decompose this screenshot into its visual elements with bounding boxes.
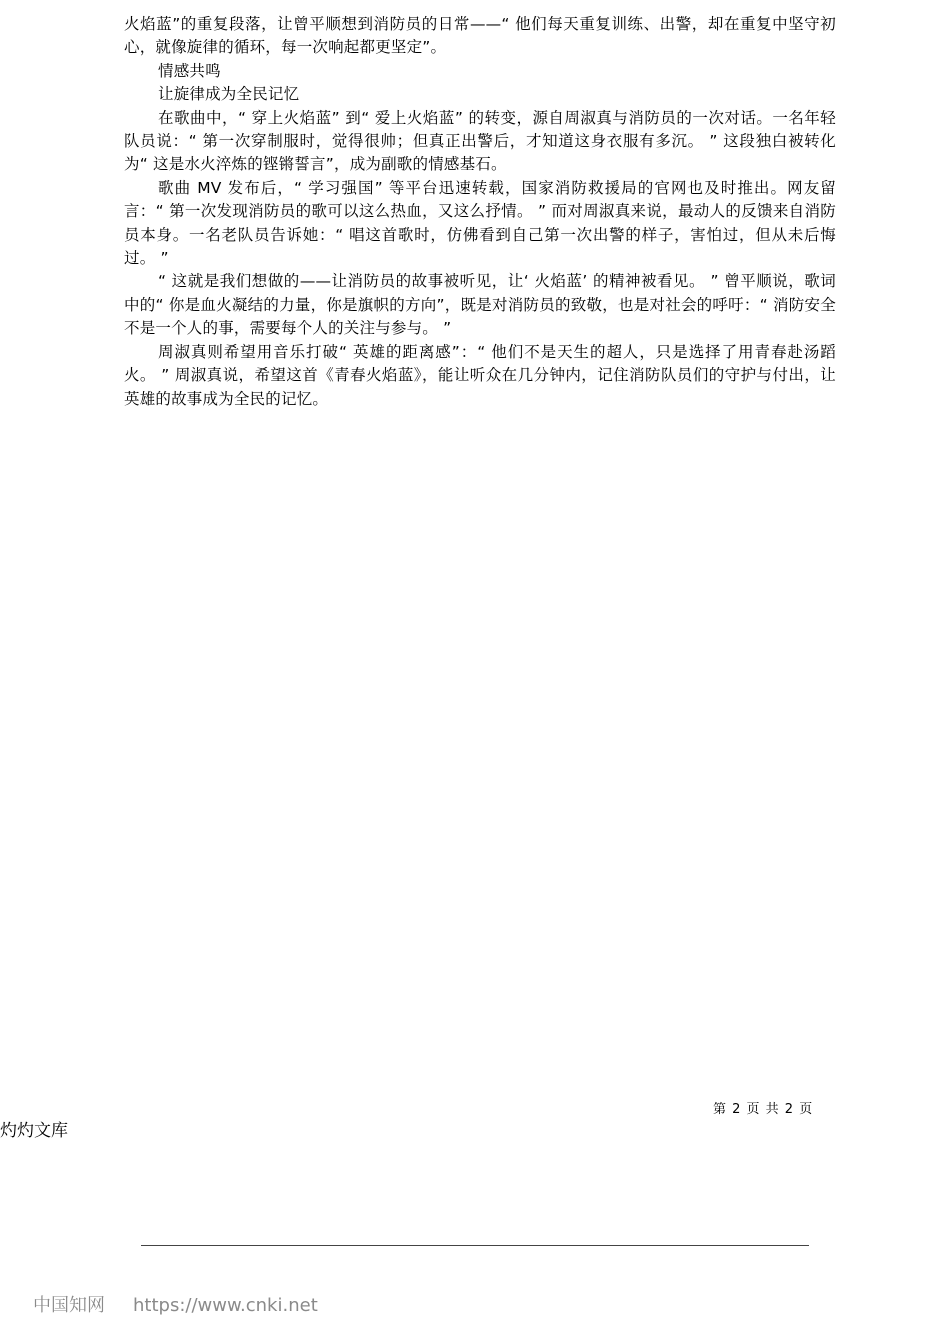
paragraph-mv-release: 歌曲 MV 发布后，“ 学习强国” 等平台迅速转载，国家消防救援局的官网也及时推出。网友留言：“ 第一次发现消防员的歌可以这么热血，又这么抒情。 ” 而对周淑真来说，最动人的反馈来自消防员本身。一名老队员告诉她：“ 唱这首歌时，仿佛看到自己第一次出警的样子，害怕过，但从未后悔过。 ” bbox=[124, 178, 836, 268]
document-body bbox=[124, 13, 836, 411]
site-name: 灼灼文库 bbox=[0, 1121, 68, 1141]
page-number: 第 2 页 共 2 页 bbox=[713, 1102, 814, 1117]
paragraph-zhou-quote: 周淑真则希望用音乐打破“ 英雄的距离感”：“ 他们不是天生的超人，只是选择了用青春赴汤蹈火。 ” 周淑真说，希望这首《青春火焰蓝》，能让听众在几分钟内，记住消防队员们的守护与付出，让英雄的故事成为全民的记忆。 bbox=[124, 342, 836, 408]
footer-divider bbox=[141, 1245, 809, 1246]
footer-brand-logo: 中国知网 bbox=[33, 1295, 105, 1316]
paragraph-zeng-quote: “ 这就是我们想做的——让消防员的故事被听见，让‘ 火焰蓝’ 的精神被看见。 ” 曾平顺说，歌词中的“ 你是血火凝结的力量，你是旗帜的方向”，既是对消防员的致敬，也是对社会的呼吁：“ 消防安全不是一个人的事，需要每个人的关注与参与。 ” bbox=[124, 272, 836, 338]
footer-url-link[interactable]: https://www.cnki.net bbox=[133, 1295, 318, 1316]
paragraph-lyrics-origin: 在歌曲中，“ 穿上火焰蓝” 到“ 爱上火焰蓝” 的转变，源自周淑真与消防员的一次对话。一名年轻队员说：“ 第一次穿制服时，觉得很帅；但真正出警后，才知道这身衣服有多沉。 ” 这段独白被转化为“ 这是水火淬炼的铿锵誓言”，成为副歌的情感基石。 bbox=[124, 108, 836, 174]
paragraph-continuation: 火焰蓝”的重复段落，让曾平顺想到消防员的日常——“ 他们每天重复训练、出警，却在重复中坚守初心，就像旋律的循环，每一次响起都更坚定”。 bbox=[124, 15, 836, 57]
section-subheading-melody-memory: 让旋律成为全民记忆 bbox=[158, 85, 300, 104]
section-heading-emotional-resonance: 情感共鸣 bbox=[158, 61, 221, 80]
